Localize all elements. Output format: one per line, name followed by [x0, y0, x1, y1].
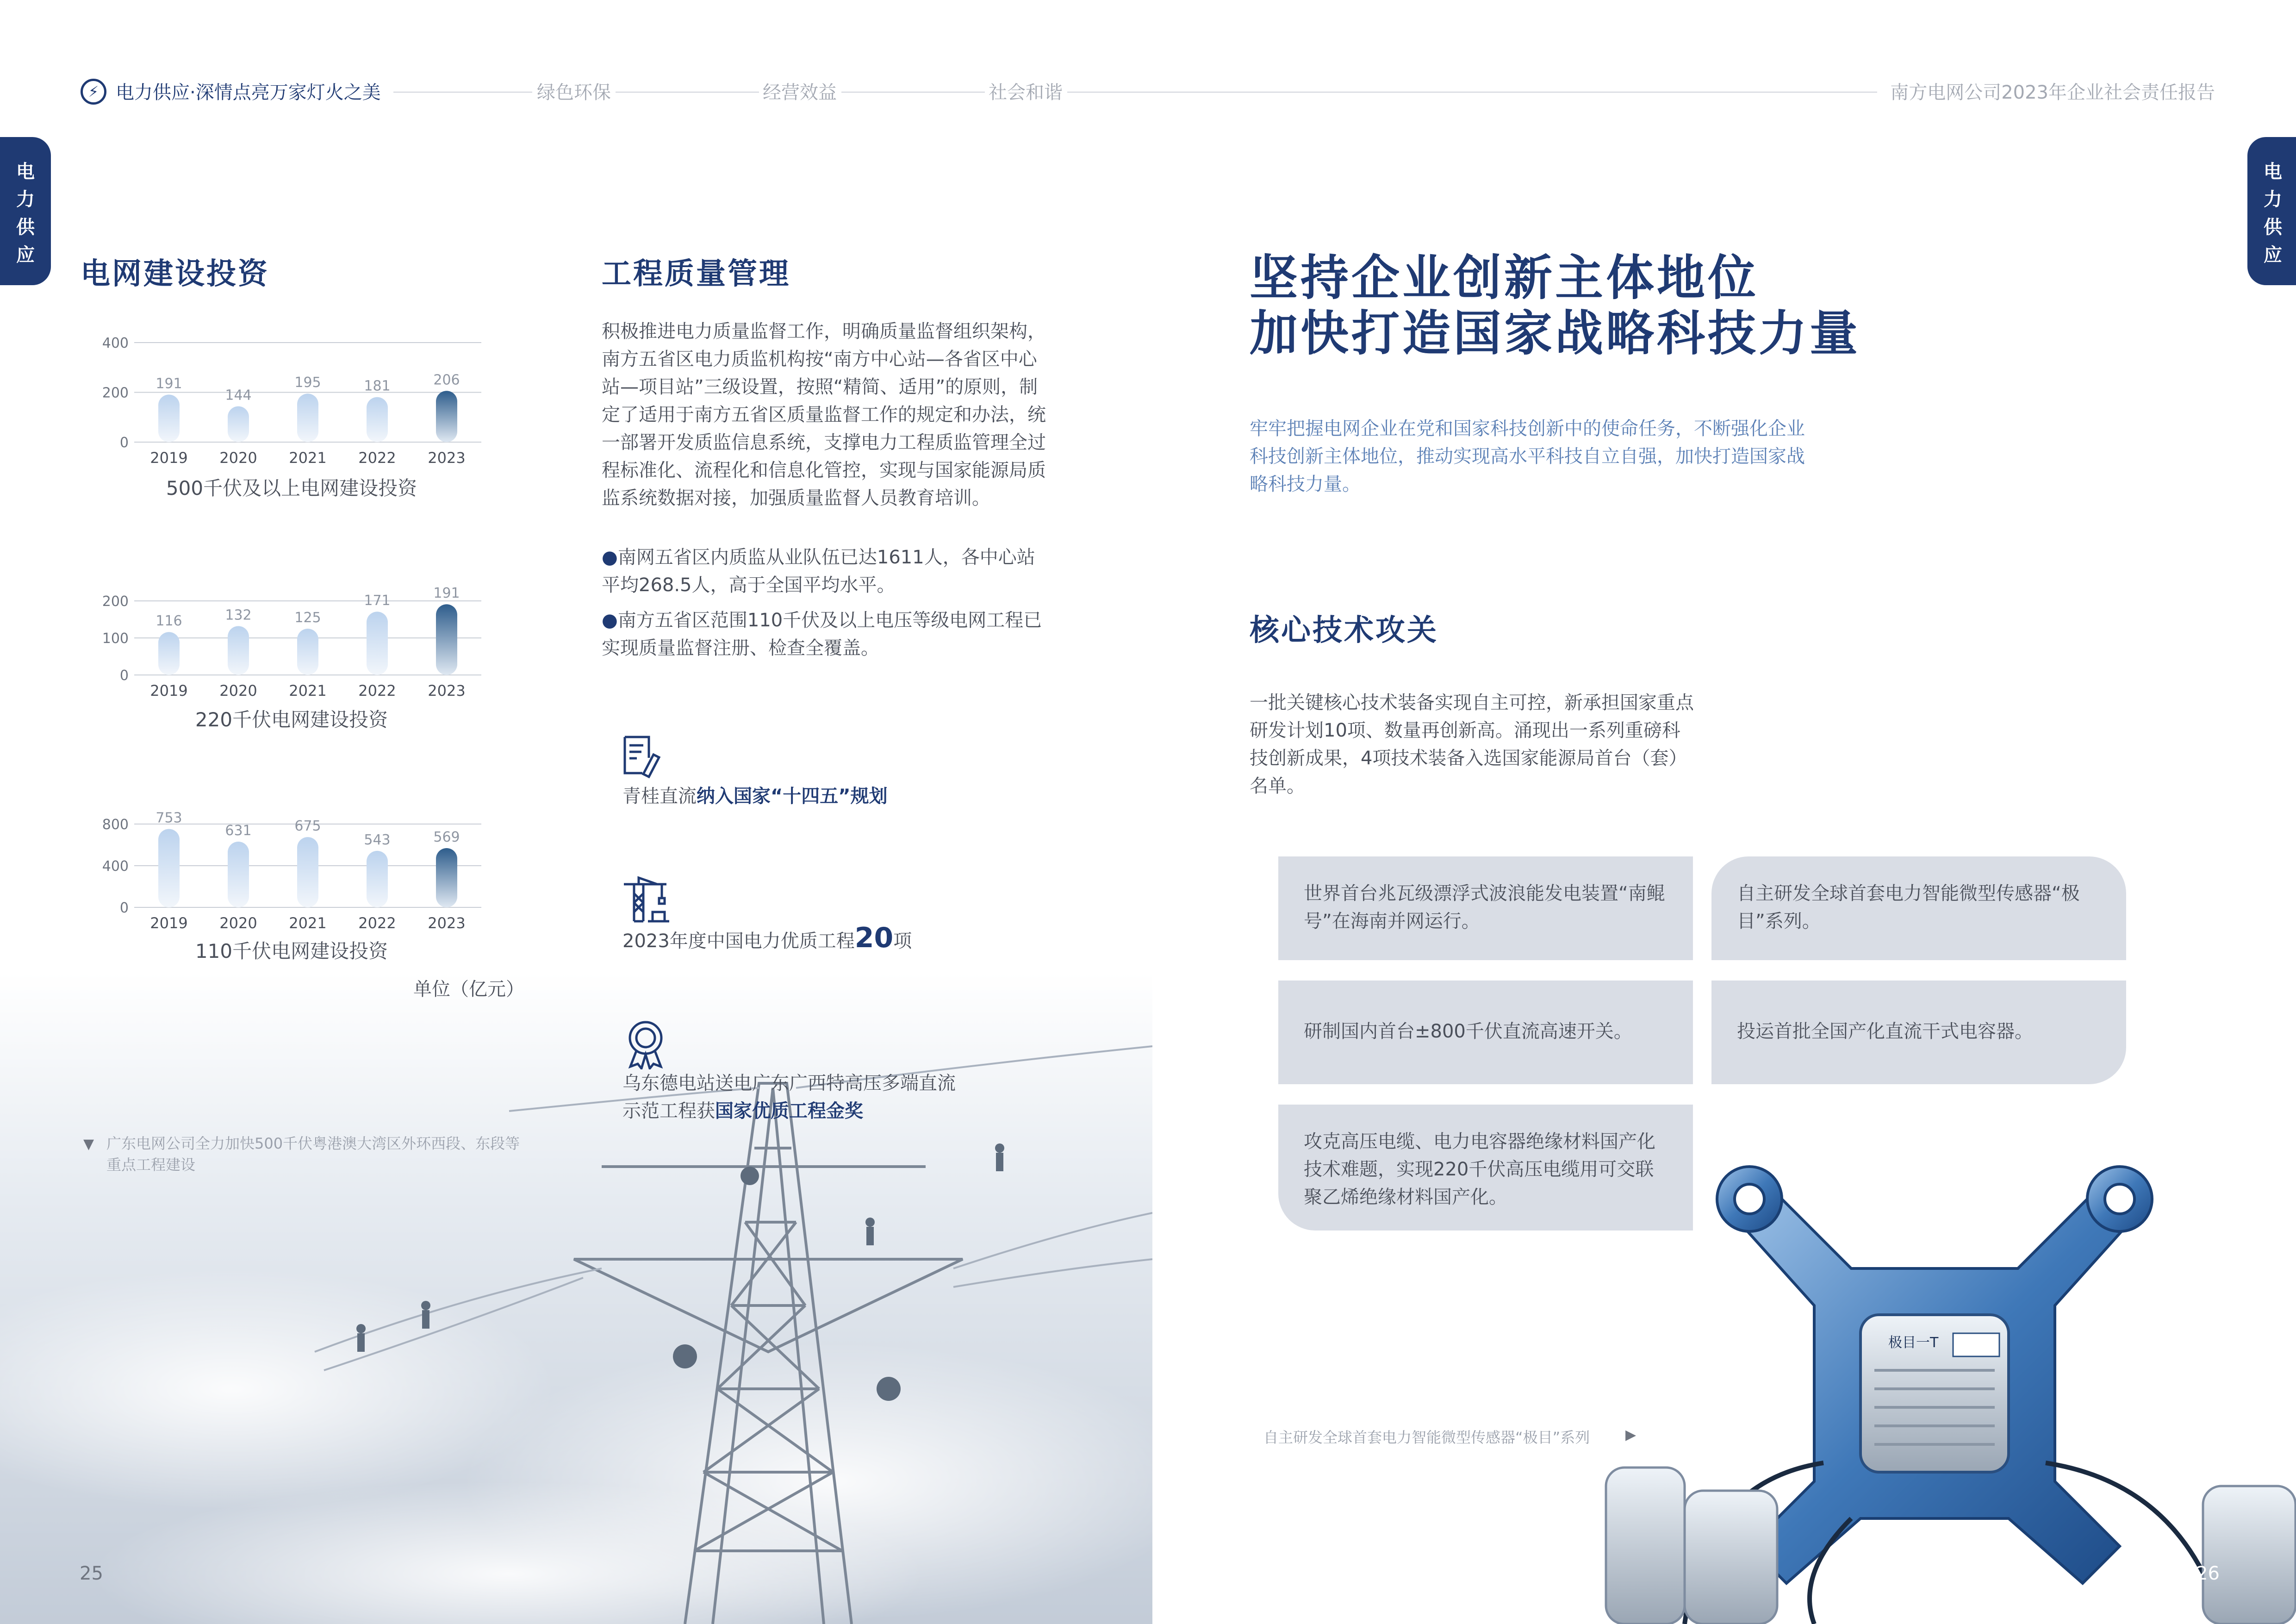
- data-label: 191: [156, 375, 182, 392]
- highlight-text: 青桂直流: [622, 786, 697, 807]
- tech-card-sensor: 自主研发全球首套电力智能微型传感器“极目”系列。: [1711, 856, 2126, 960]
- side-tab-char: 力: [2264, 189, 2282, 210]
- data-label: 569: [433, 829, 460, 845]
- bar: [297, 837, 318, 907]
- side-tab-char: 供: [16, 217, 35, 238]
- bar: [228, 626, 249, 675]
- sensor-device-label: 极目一T: [1888, 1335, 1939, 1351]
- bar: [367, 397, 388, 442]
- data-label: 191: [433, 585, 460, 602]
- highlight-wudongde: [622, 1069, 956, 1125]
- x-tick-label: 2019: [150, 682, 188, 700]
- data-label: 675: [294, 818, 321, 835]
- quality-bullet: [602, 543, 1046, 599]
- x-tick-label: 2020: [219, 449, 257, 467]
- data-label: 132: [225, 607, 252, 624]
- chart-500kv: [83, 324, 500, 477]
- right-title-line2: 加快打造国家战略科技力量: [1250, 305, 1861, 362]
- highlight-bold: 纳入国家“十四五”规划: [697, 786, 888, 807]
- highlight-qinggui: [622, 782, 993, 810]
- bar: [297, 394, 318, 442]
- chart-500kv-title: 500千伏及以上电网建设投资: [166, 477, 417, 500]
- x-tick-label: 2021: [289, 449, 327, 467]
- x-tick-label: 2020: [219, 682, 257, 700]
- x-tick-label: 2023: [428, 914, 466, 932]
- caption-triangle-icon: ▼: [83, 1136, 94, 1152]
- x-tick-label: 2022: [358, 914, 396, 932]
- data-label: 125: [294, 610, 321, 626]
- side-tab-right[interactable]: [2247, 137, 2296, 285]
- right-title-line1: 坚持企业创新主体地位: [1250, 250, 1759, 306]
- core-tech-title: 核心技术攻关: [1250, 613, 1438, 648]
- highlight-number: 20: [854, 922, 894, 954]
- report-title: 南方电网公司2023年企业社会责任报告: [1890, 82, 2215, 103]
- y-tick-label: 0: [119, 435, 129, 451]
- y-tick-label: 400: [102, 335, 129, 351]
- chart-220kv: [83, 582, 500, 707]
- x-tick-label: 2022: [358, 449, 396, 467]
- right-intro: 牢牢把握电网企业在党和国家科技创新中的使命任务，不断强化企业科技创新主体地位，推动实现高水平科技自立自强，加快打造国家战略科技力量。: [1250, 418, 1805, 495]
- y-tick-label: 800: [102, 817, 129, 833]
- header-section-active[interactable]: 电力供应·深情点亮万家灯火之美: [116, 82, 381, 103]
- data-label: 206: [433, 372, 460, 388]
- x-tick-label: 2022: [358, 682, 396, 700]
- right-photo-caption: 自主研发全球首套电力智能微型传感器“极目”系列: [1263, 1429, 1590, 1446]
- bullet-dot: ●: [602, 610, 618, 631]
- caption-triangle-icon: ▶: [1625, 1427, 1636, 1443]
- tech-card-insulation: 攻克高压电缆、电力电容器绝缘材料国产化技术难题，实现220千伏高压电缆用可交联聚乙烯绝缘材料国产化。: [1278, 1105, 1693, 1230]
- data-label: 181: [364, 378, 391, 394]
- bullet-dot: ●: [602, 547, 618, 568]
- highlight-text: 乌东德电站送电广东广西特高压多端直流示范工程获: [622, 1073, 956, 1122]
- y-tick-label: 400: [102, 858, 129, 874]
- x-tick-label: 2020: [219, 914, 257, 932]
- data-label: 116: [156, 613, 182, 630]
- highlight-quality-projects: [622, 924, 993, 955]
- y-tick-label: 0: [119, 900, 129, 916]
- tech-card-wave-energy: 世界首台兆瓦级漂浮式波浪能发电装置“南鲲号”在海南并网运行。: [1278, 856, 1693, 960]
- data-label: 171: [364, 593, 391, 609]
- highlight-text: 项: [893, 931, 912, 952]
- side-tab-left[interactable]: [0, 137, 51, 285]
- bar: [297, 629, 318, 675]
- x-tick-label: 2023: [428, 449, 466, 467]
- quality-bullet-text: 南方五省区范围110千伏及以上电压等级电网工程已实现质量监督注册、检查全覆盖。: [602, 610, 1042, 659]
- document-pen-icon: [620, 732, 666, 779]
- data-label: 631: [225, 823, 252, 839]
- header-section-benefit[interactable]: 经营效益: [763, 82, 837, 103]
- bar: [436, 391, 457, 442]
- bar: [367, 851, 388, 907]
- y-tick-label: 200: [102, 593, 129, 610]
- data-label: 543: [364, 831, 391, 848]
- bar: [228, 842, 249, 907]
- lightning-icon: ⚡: [81, 79, 106, 105]
- highlight-text: 2023年度中国电力优质工程: [622, 931, 855, 952]
- quality-paragraph: 积极推进电力质量监督工作，明确质量监督组织架构，南方五省区电力质监机构按“南方中心站—各省区中心站—项目站”三级设置，按照“精简、适用”的原则，制定了适用于南方五省区质量监督工作的规定和办法，统一部署开发质监信息系统，支撑电力工程质监管理全过程标准化、流程化和信息化管控，实现与国家能源局质监系统数据对接，加强质量监督人员教育培训。: [602, 321, 1046, 509]
- side-tab-char: 电: [16, 161, 35, 182]
- bar: [228, 406, 249, 442]
- quality-bullet: [602, 606, 1046, 662]
- x-tick-label: 2021: [289, 914, 327, 932]
- header-divider: [841, 92, 985, 93]
- page-number-right: 26: [2196, 1563, 2220, 1584]
- side-tab-char: 应: [2264, 244, 2282, 266]
- page-number-left: 25: [80, 1563, 103, 1584]
- bar: [158, 632, 180, 675]
- chart-220kv-title: 220千伏电网建设投资: [195, 708, 388, 731]
- side-tab-char: 力: [16, 189, 35, 210]
- x-tick-label: 2019: [150, 914, 188, 932]
- data-label: 144: [225, 387, 252, 404]
- header-section-social[interactable]: 社会和谐: [989, 82, 1063, 103]
- y-tick-label: 0: [119, 668, 129, 684]
- transmission-tower-photo: [0, 972, 1152, 1624]
- chart-110kv-title: 110千伏电网建设投资: [195, 940, 388, 962]
- side-tab-char: 应: [16, 244, 35, 266]
- chart-110kv: [83, 806, 500, 940]
- x-tick-label: 2019: [150, 449, 188, 467]
- x-tick-label: 2021: [289, 682, 327, 700]
- left-photo-caption: 广东电网公司全力加快500千伏粤港澳大湾区外环西段、东段等重点工程建设: [106, 1135, 520, 1174]
- bar: [367, 612, 388, 675]
- quality-title: 工程质量管理: [602, 257, 790, 291]
- side-tab-char: 电: [2264, 161, 2282, 182]
- crane-icon: [620, 875, 671, 926]
- bar: [436, 848, 457, 907]
- x-tick-label: 2023: [428, 682, 466, 700]
- unit-label: 单位（亿元）: [413, 979, 524, 1000]
- core-tech-text: 一批关键核心技术装备实现自主可控，新承担国家重点研发计划10项、数量再创新高。涌现出一系列重磅科技创新成果，4项技术装备入选国家能源局首台（套）名单。: [1250, 692, 1694, 797]
- quality-bullet-text: 南网五省区内质监从业队伍已达1611人，各中心站平均268.5人，高于全国平均水平。: [602, 547, 1035, 596]
- header-section-green[interactable]: 绿色环保: [537, 82, 611, 103]
- highlight-bold: 国家优质工程金奖: [715, 1100, 863, 1122]
- bar: [158, 829, 180, 907]
- grid-investment-title: 电网建设投资: [81, 257, 269, 291]
- side-tab-char: 供: [2264, 217, 2282, 238]
- data-label: 195: [294, 375, 321, 391]
- tech-card-dc-switch: 研制国内首台±800千伏直流高速开关。: [1278, 981, 1693, 1084]
- y-tick-label: 100: [102, 631, 129, 647]
- award-medal-icon: [620, 1018, 671, 1069]
- header-divider: [393, 92, 532, 93]
- header-divider: [616, 92, 759, 93]
- header-divider: [1067, 92, 1877, 93]
- bar: [158, 394, 180, 442]
- y-tick-label: 200: [102, 385, 129, 401]
- tech-card-capacitor: 投运首批全国产化直流干式电容器。: [1711, 981, 2126, 1084]
- sensor-device-photo: [1564, 1130, 2296, 1624]
- bar: [436, 604, 457, 675]
- data-label: 753: [156, 810, 182, 826]
